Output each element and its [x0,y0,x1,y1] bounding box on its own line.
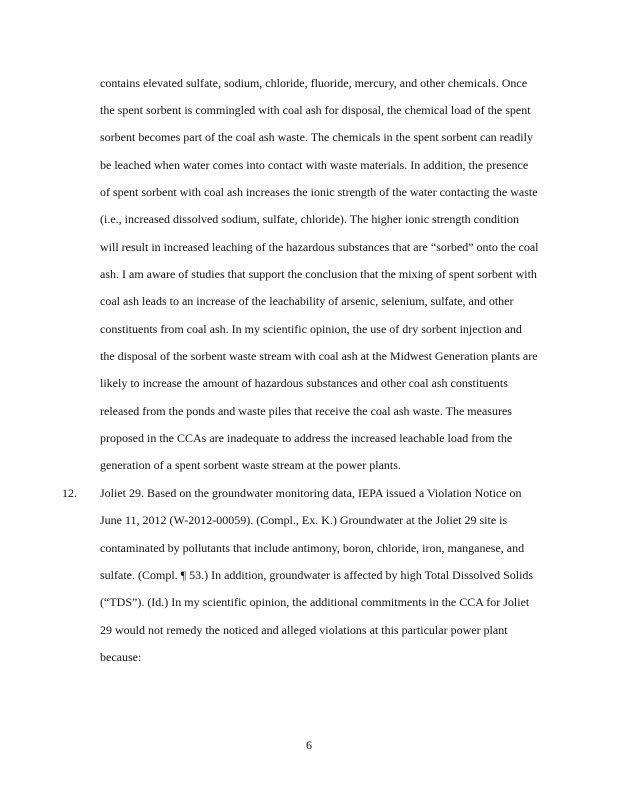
text-line: be leached when water comes into contact with waste materials. In addition, the presence [100,158,529,172]
text-line: coal ash leads to an increase of the leachability of arsenic, selenium, sulfate, and other [100,294,514,308]
text-line: likely to increase the amount of hazardous substances and other coal ash constituents [100,376,508,390]
text-line: (i.e., increased dissolved sodium, sulfate, chloride). The higher ionic strength condition [100,212,520,226]
text-line: constituents from coal ash. In my scientific opinion, the use of dry sorbent injection and [100,322,522,336]
text-line: Joliet 29. Based on the groundwater monitoring data, IEPA issued a Violation Notice on [100,486,522,500]
text-line: the disposal of the sorbent waste stream with coal ash at the Midwest Generation plants are [100,349,538,363]
text-line: ash. I am aware of studies that support the conclusion that the mixing of spent sorbent with [100,267,537,281]
text-line: proposed in the CCAs are inadequate to address the increased leachable load from the [100,431,513,445]
text-line: generation of a spent sorbent waste stream at the power plants. [100,458,401,472]
paragraph-number: 12. [62,486,77,500]
text-line: June 11, 2012 (W-2012-00059). (Compl., Ex. K.) Groundwater at the Joliet 29 site is [100,513,508,527]
text-line: 29 would not remedy the noticed and alleged violations at this particular power plant [100,623,508,637]
text-line: contaminated by pollutants that include antimony, boron, chloride, iron, manganese, and [100,541,525,555]
text-line: of spent sorbent with coal ash increases the ionic strength of the water contacting the waste [100,185,538,199]
text-line: released from the ponds and waste piles that receive the coal ash waste. The measures [100,404,512,418]
text-line: sorbent becomes part of the coal ash waste. The chemicals in the spent sorbent can readily [100,130,533,144]
text-line: because: [100,650,142,664]
page-number: 6 [306,738,312,752]
text-line: the spent sorbent is commingled with coal ash for disposal, the chemical load of the spent [100,103,531,117]
text-line: sulfate. (Compl. ¶ 53.) In addition, groundwater is affected by high Total Dissolved Solids [100,568,534,582]
text-line: contains elevated sulfate, sodium, chloride, fluoride, mercury, and other chemicals. Once [100,76,528,90]
text-line: (“TDS”). (Id.) In my scientific opinion, the additional commitments in the CCA for Joliet [100,595,530,609]
text-line: will result in increased leaching of the hazardous substances that are “sorbed” onto the coal [100,240,539,254]
